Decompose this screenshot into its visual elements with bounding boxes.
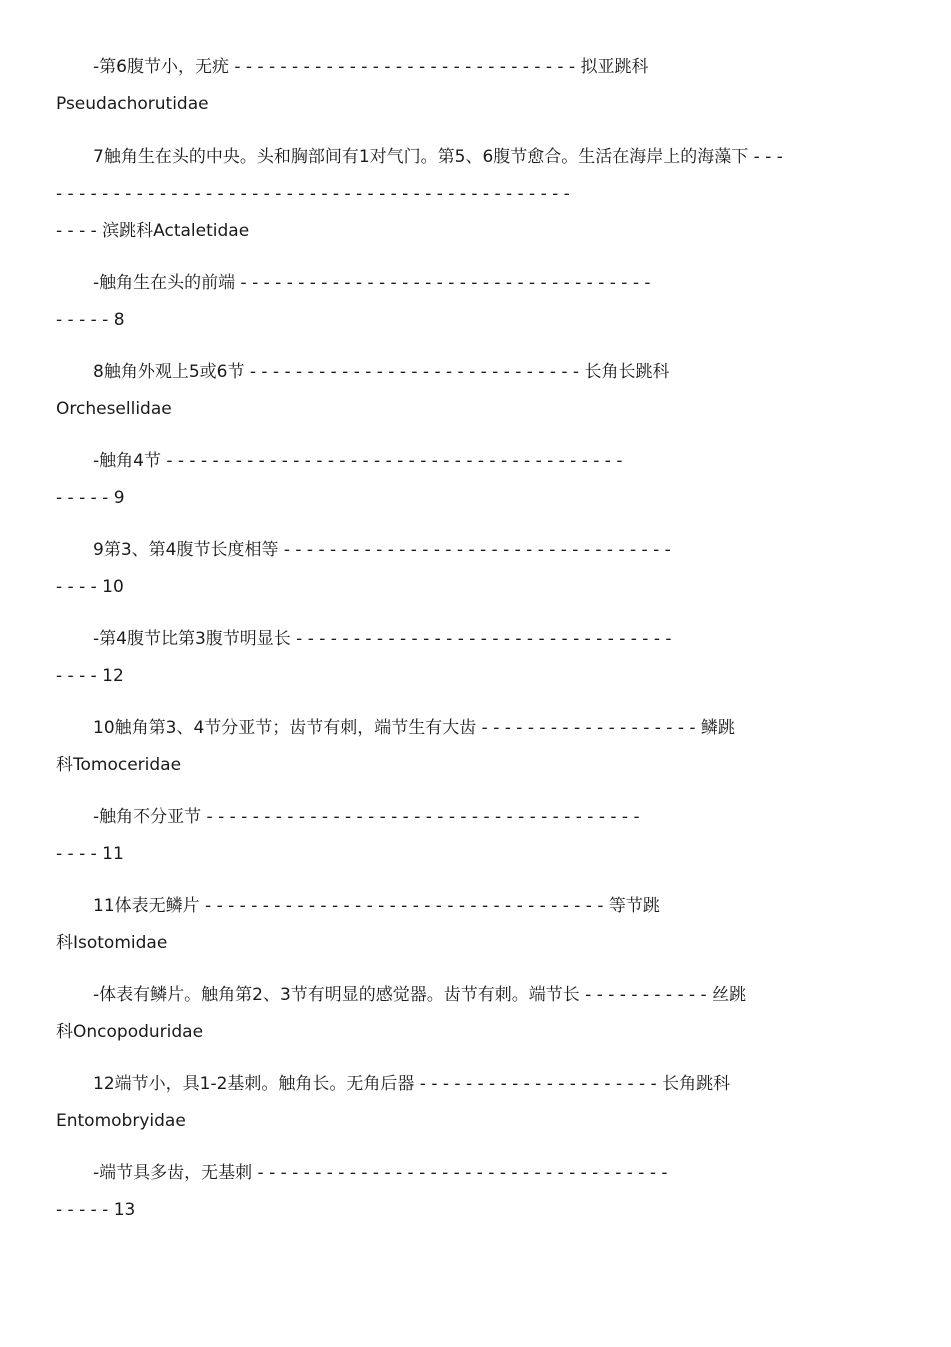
key-entry-line: - - - - - - - - - - - - - - - - - - - - - - - - - - - - - - - - - - - - - - - - - - - - - (56, 184, 570, 204)
key-entry-line: 科Oncopoduridae (56, 1022, 204, 1042)
key-entry-line: 12端节小，具1-2基刺。触角长。无角后器 - - - - - - - - - - - - - - - - - - - - - 长角跳科 (93, 1074, 731, 1094)
key-entry-line: - - - - 11 (56, 844, 124, 864)
key-entry-line: 9第3、第4腹节长度相等 - - - - - - - - - - - - - - - - - - - - - - - - - - - - - - - - - - (93, 540, 671, 560)
key-entry-line: - - - - 滨跳科Actaletidae (56, 221, 250, 241)
key-entry-line: - - - - - 8 (56, 310, 125, 330)
key-entry-line: 科Isotomidae (56, 933, 168, 953)
key-entry-line: - - - - 12 (56, 666, 124, 686)
key-entry-line: -触角4节 - - - - - - - - - - - - - - - - - - - - - - - - - - - - - - - - - - - - - - - - (93, 451, 623, 471)
key-entry-line: - - - - - 9 (56, 488, 125, 508)
key-entry-line: Entomobryidae (56, 1111, 186, 1131)
key-entry-line: - - - - - 13 (56, 1200, 136, 1220)
key-entry-line: -体表有鳞片。触角第2、3节有明显的感觉器。齿节有刺。端节长 - - - - - - - - - - - 丝跳 (93, 985, 747, 1005)
key-entry-line: 10触角第3、4节分亚节；齿节有刺，端节生有大齿 - - - - - - - - - - - - - - - - - - - 鳞跳 (93, 718, 735, 738)
key-entry-line: 11体表无鳞片 - - - - - - - - - - - - - - - - - - - - - - - - - - - - - - - - - - - 等节跳 (93, 896, 660, 916)
key-entry-line: Pseudachorutidae (56, 94, 209, 114)
key-entry-line: 8触角外观上5或6节 - - - - - - - - - - - - - - - - - - - - - - - - - - - - - 长角长跳科 (93, 362, 670, 382)
key-entry-line: -端节具多齿，无基刺 - - - - - - - - - - - - - - - - - - - - - - - - - - - - - - - - - - - - (93, 1163, 668, 1183)
key-entry-line: 7触角生在头的中央。头和胸部间有1对气门。第5、6腹节愈合。生活在海岸上的海藻下 - - - (93, 147, 783, 167)
key-entry-line: -触角生在头的前端 - - - - - - - - - - - - - - - - - - - - - - - - - - - - - - - - - - - - (93, 273, 651, 293)
key-entry-line: -第4腹节比第3腹节明显长 - - - - - - - - - - - - - - - - - - - - - - - - - - - - - - - - - (93, 629, 672, 649)
key-entry-line: Orchesellidae (56, 399, 172, 419)
key-entry-line: - - - - 10 (56, 577, 124, 597)
key-entry-line: -触角不分亚节 - - - - - - - - - - - - - - - - - - - - - - - - - - - - - - - - - - - - - - (93, 807, 640, 827)
key-entry-line: 科Tomoceridae (56, 755, 182, 775)
key-entry-line: -第6腹节小，无疣 - - - - - - - - - - - - - - - - - - - - - - - - - - - - - - 拟亚跳科 (93, 57, 649, 77)
